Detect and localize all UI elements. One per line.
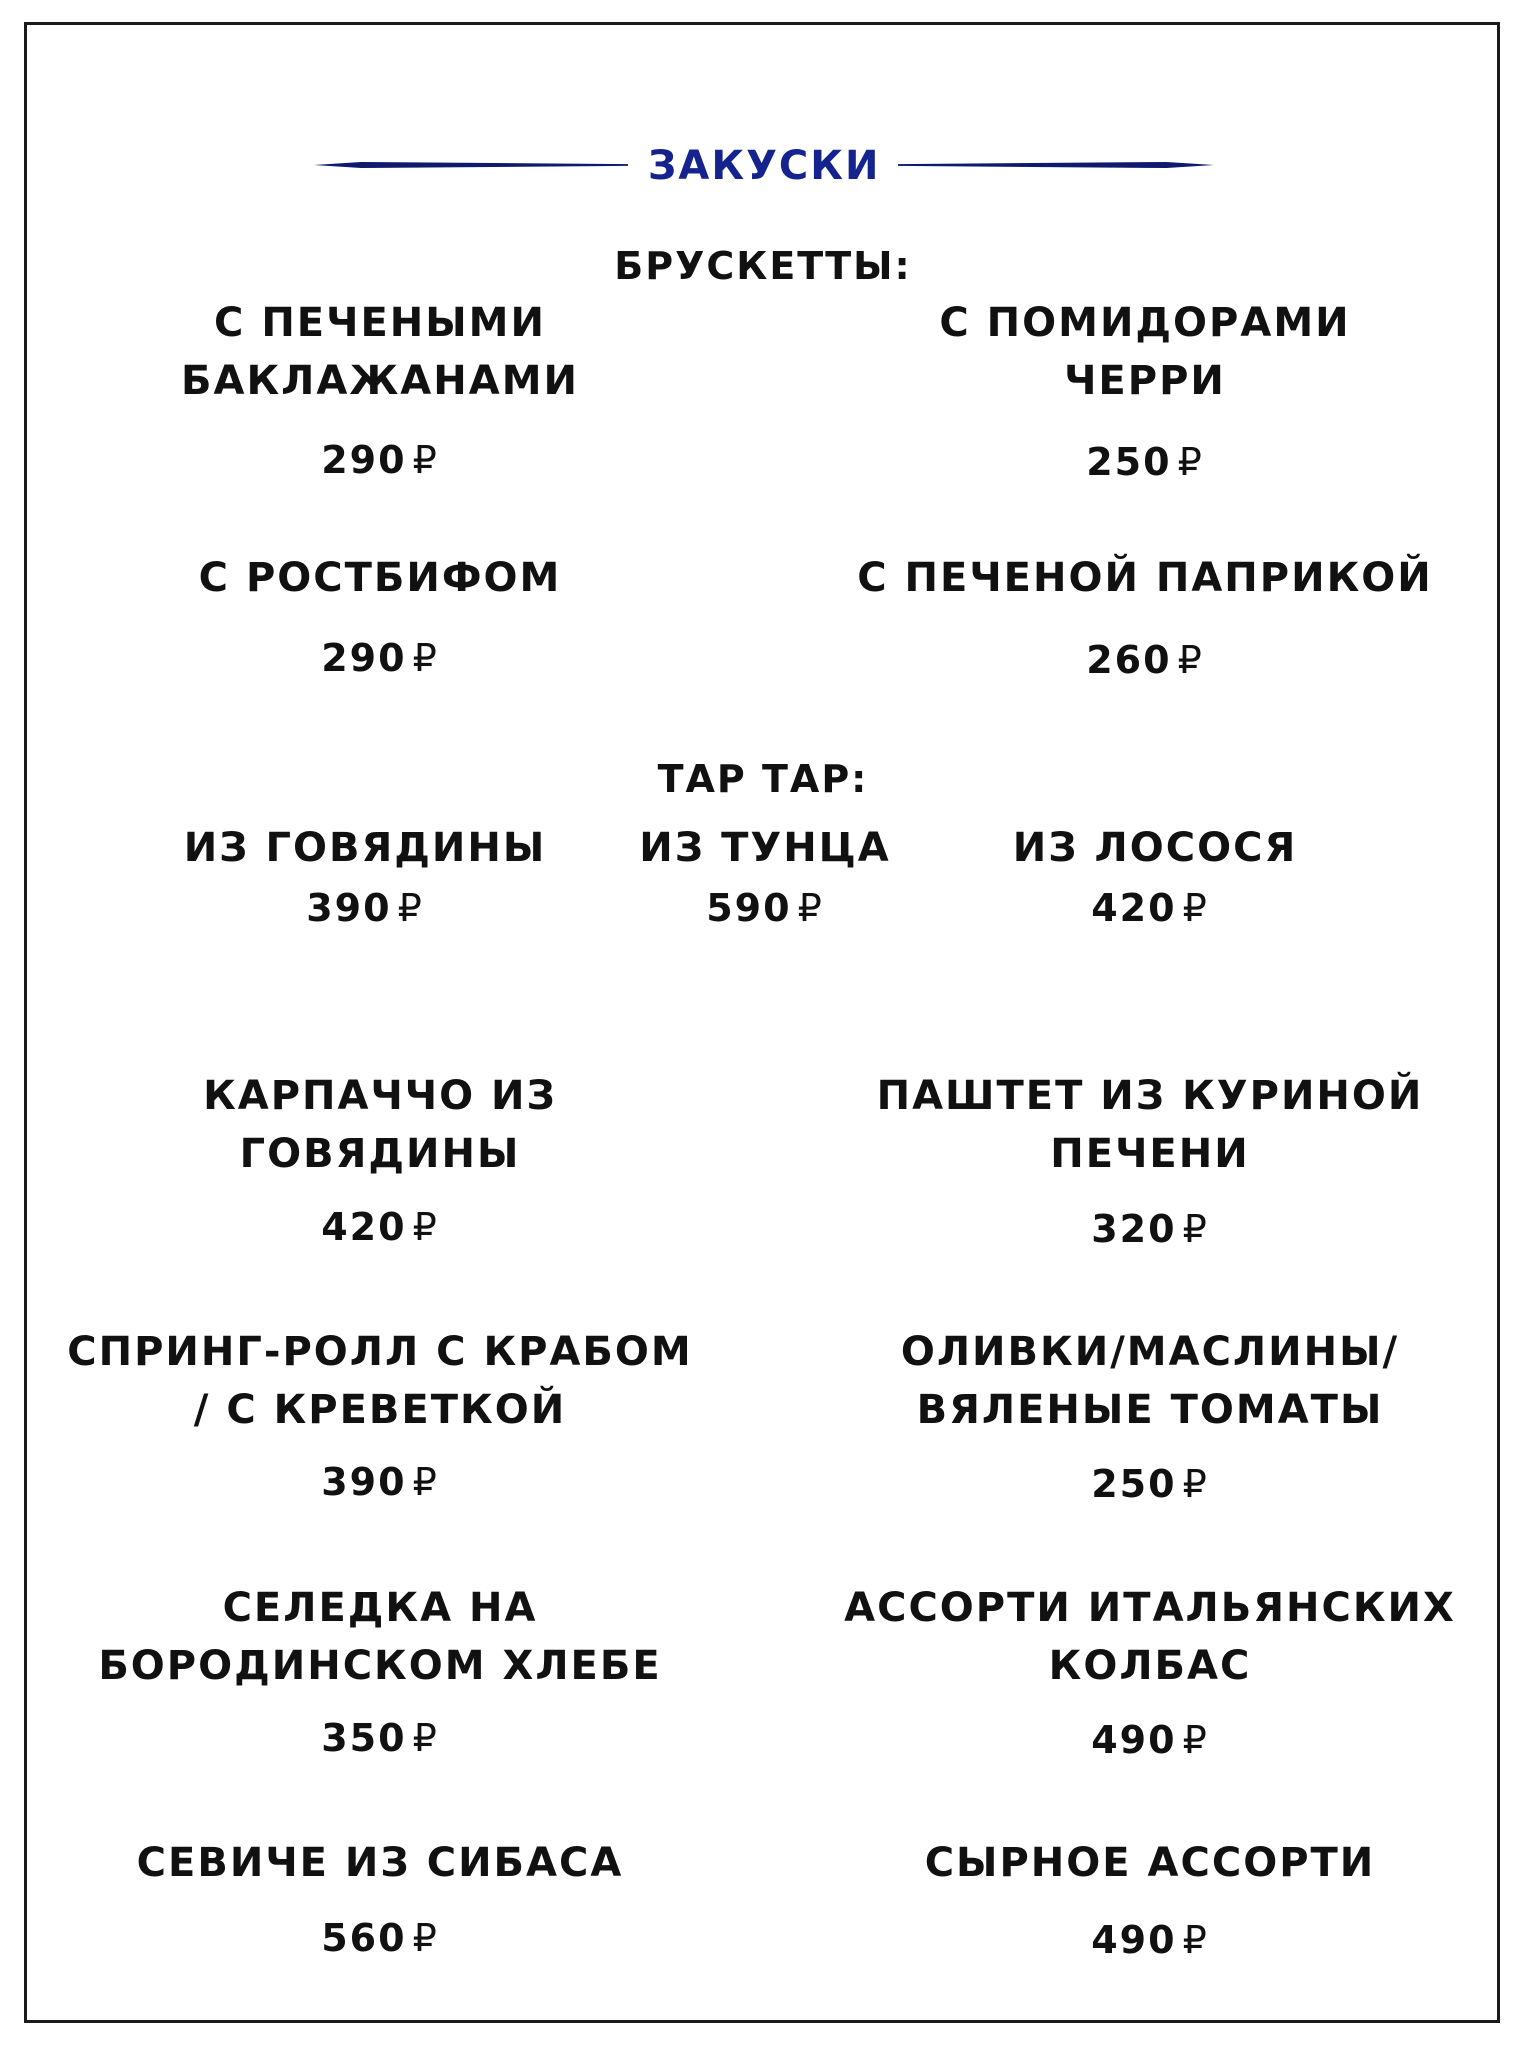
currency-sign: ₽ [1182,1207,1209,1251]
title-rule-right [898,162,1214,168]
menu-item-name: ОЛИВКИ/МАСЛИНЫ/ ВЯЛЕНЫЕ ТОМАТЫ [900,1329,1400,1433]
menu-item-price [230,1914,530,1962]
menu-item-name: СЕЛЕДКА НА БОРОДИНСКОМ ХЛЕБЕ [98,1585,662,1689]
menu-item-name: С ПЕЧЕНОЙ ПАПРИКОЙ [857,555,1433,601]
section-title: ЗАКУСКИ [648,143,881,189]
price-value: 560 [321,1916,407,1960]
title-rule-left [314,162,628,168]
menu-item-price [1020,884,1280,932]
price-value: 490 [1091,1718,1177,1762]
menu-item-name: АССОРТИ ИТАЛЬЯНСКИХ КОЛБАС [844,1585,1456,1689]
price-value: 390 [306,886,392,930]
menu-item-name: КАРПАЧЧО ИЗ ГОВЯДИНЫ [203,1073,557,1177]
menu-item-name: СПРИНГ-РОЛЛ С КРАБОМ / С КРЕВЕТКОЙ [67,1329,693,1433]
price-value: 420 [321,1205,407,1249]
bruschetta-heading: БРУСКЕТТЫ: [614,244,912,288]
currency-sign: ₽ [397,886,424,930]
menu-item-price [995,636,1295,684]
menu-item-name: СЕВИЧЕ ИЗ СИБАСА [136,1840,624,1886]
menu-item-price [635,884,895,932]
menu-item-price [230,1458,530,1506]
price-value: 590 [706,886,792,930]
menu-item-price [1000,1205,1300,1253]
price-value: 260 [1086,638,1172,682]
currency-sign: ₽ [412,1916,439,1960]
currency-sign: ₽ [412,1716,439,1760]
currency-sign: ₽ [1182,1462,1209,1506]
price-value: 290 [321,636,407,680]
currency-sign: ₽ [797,886,824,930]
menu-item-name: С ПЕЧЕНЫМИ БАКЛАЖАНАМИ [181,300,579,404]
section-header [0,140,1527,192]
currency-sign: ₽ [412,1205,439,1249]
currency-sign: ₽ [412,636,439,680]
menu-item-price [230,1714,530,1762]
currency-sign: ₽ [412,438,439,482]
menu-item-name: ИЗ ТУНЦА [639,825,891,871]
menu-item-name: С ПОМИДОРАМИ ЧЕРРИ [939,300,1351,404]
menu-item-price [1000,1460,1300,1508]
price-value: 250 [1091,1462,1177,1506]
menu-item-price [230,634,530,682]
menu-item-name: СЫРНОЕ АССОРТИ [924,1840,1376,1886]
menu-item-price [230,1203,530,1251]
menu-item-name: ИЗ ЛОСОСЯ [1012,825,1298,871]
currency-sign: ₽ [1177,440,1204,484]
menu-item-price [1000,1916,1300,1964]
price-value: 250 [1086,440,1172,484]
currency-sign: ₽ [1182,1918,1209,1962]
menu-item-price [995,438,1295,486]
price-value: 320 [1091,1207,1177,1251]
menu-item-name: ИЗ ГОВЯДИНЫ [183,825,547,871]
price-value: 490 [1091,1918,1177,1962]
menu-item-price [235,884,495,932]
price-value: 290 [321,438,407,482]
tartar-heading: ТАР ТАР: [657,757,869,801]
price-value: 350 [321,1716,407,1760]
price-value: 390 [321,1460,407,1504]
price-value: 420 [1091,886,1177,930]
menu-item-price [1000,1716,1300,1764]
currency-sign: ₽ [412,1460,439,1504]
menu-item-price [230,436,530,484]
currency-sign: ₽ [1177,638,1204,682]
menu-item-name: ПАШТЕТ ИЗ КУРИНОЙ ПЕЧЕНИ [876,1073,1424,1177]
menu-item-name: С РОСТБИФОМ [198,555,562,601]
currency-sign: ₽ [1182,1718,1209,1762]
currency-sign: ₽ [1182,886,1209,930]
